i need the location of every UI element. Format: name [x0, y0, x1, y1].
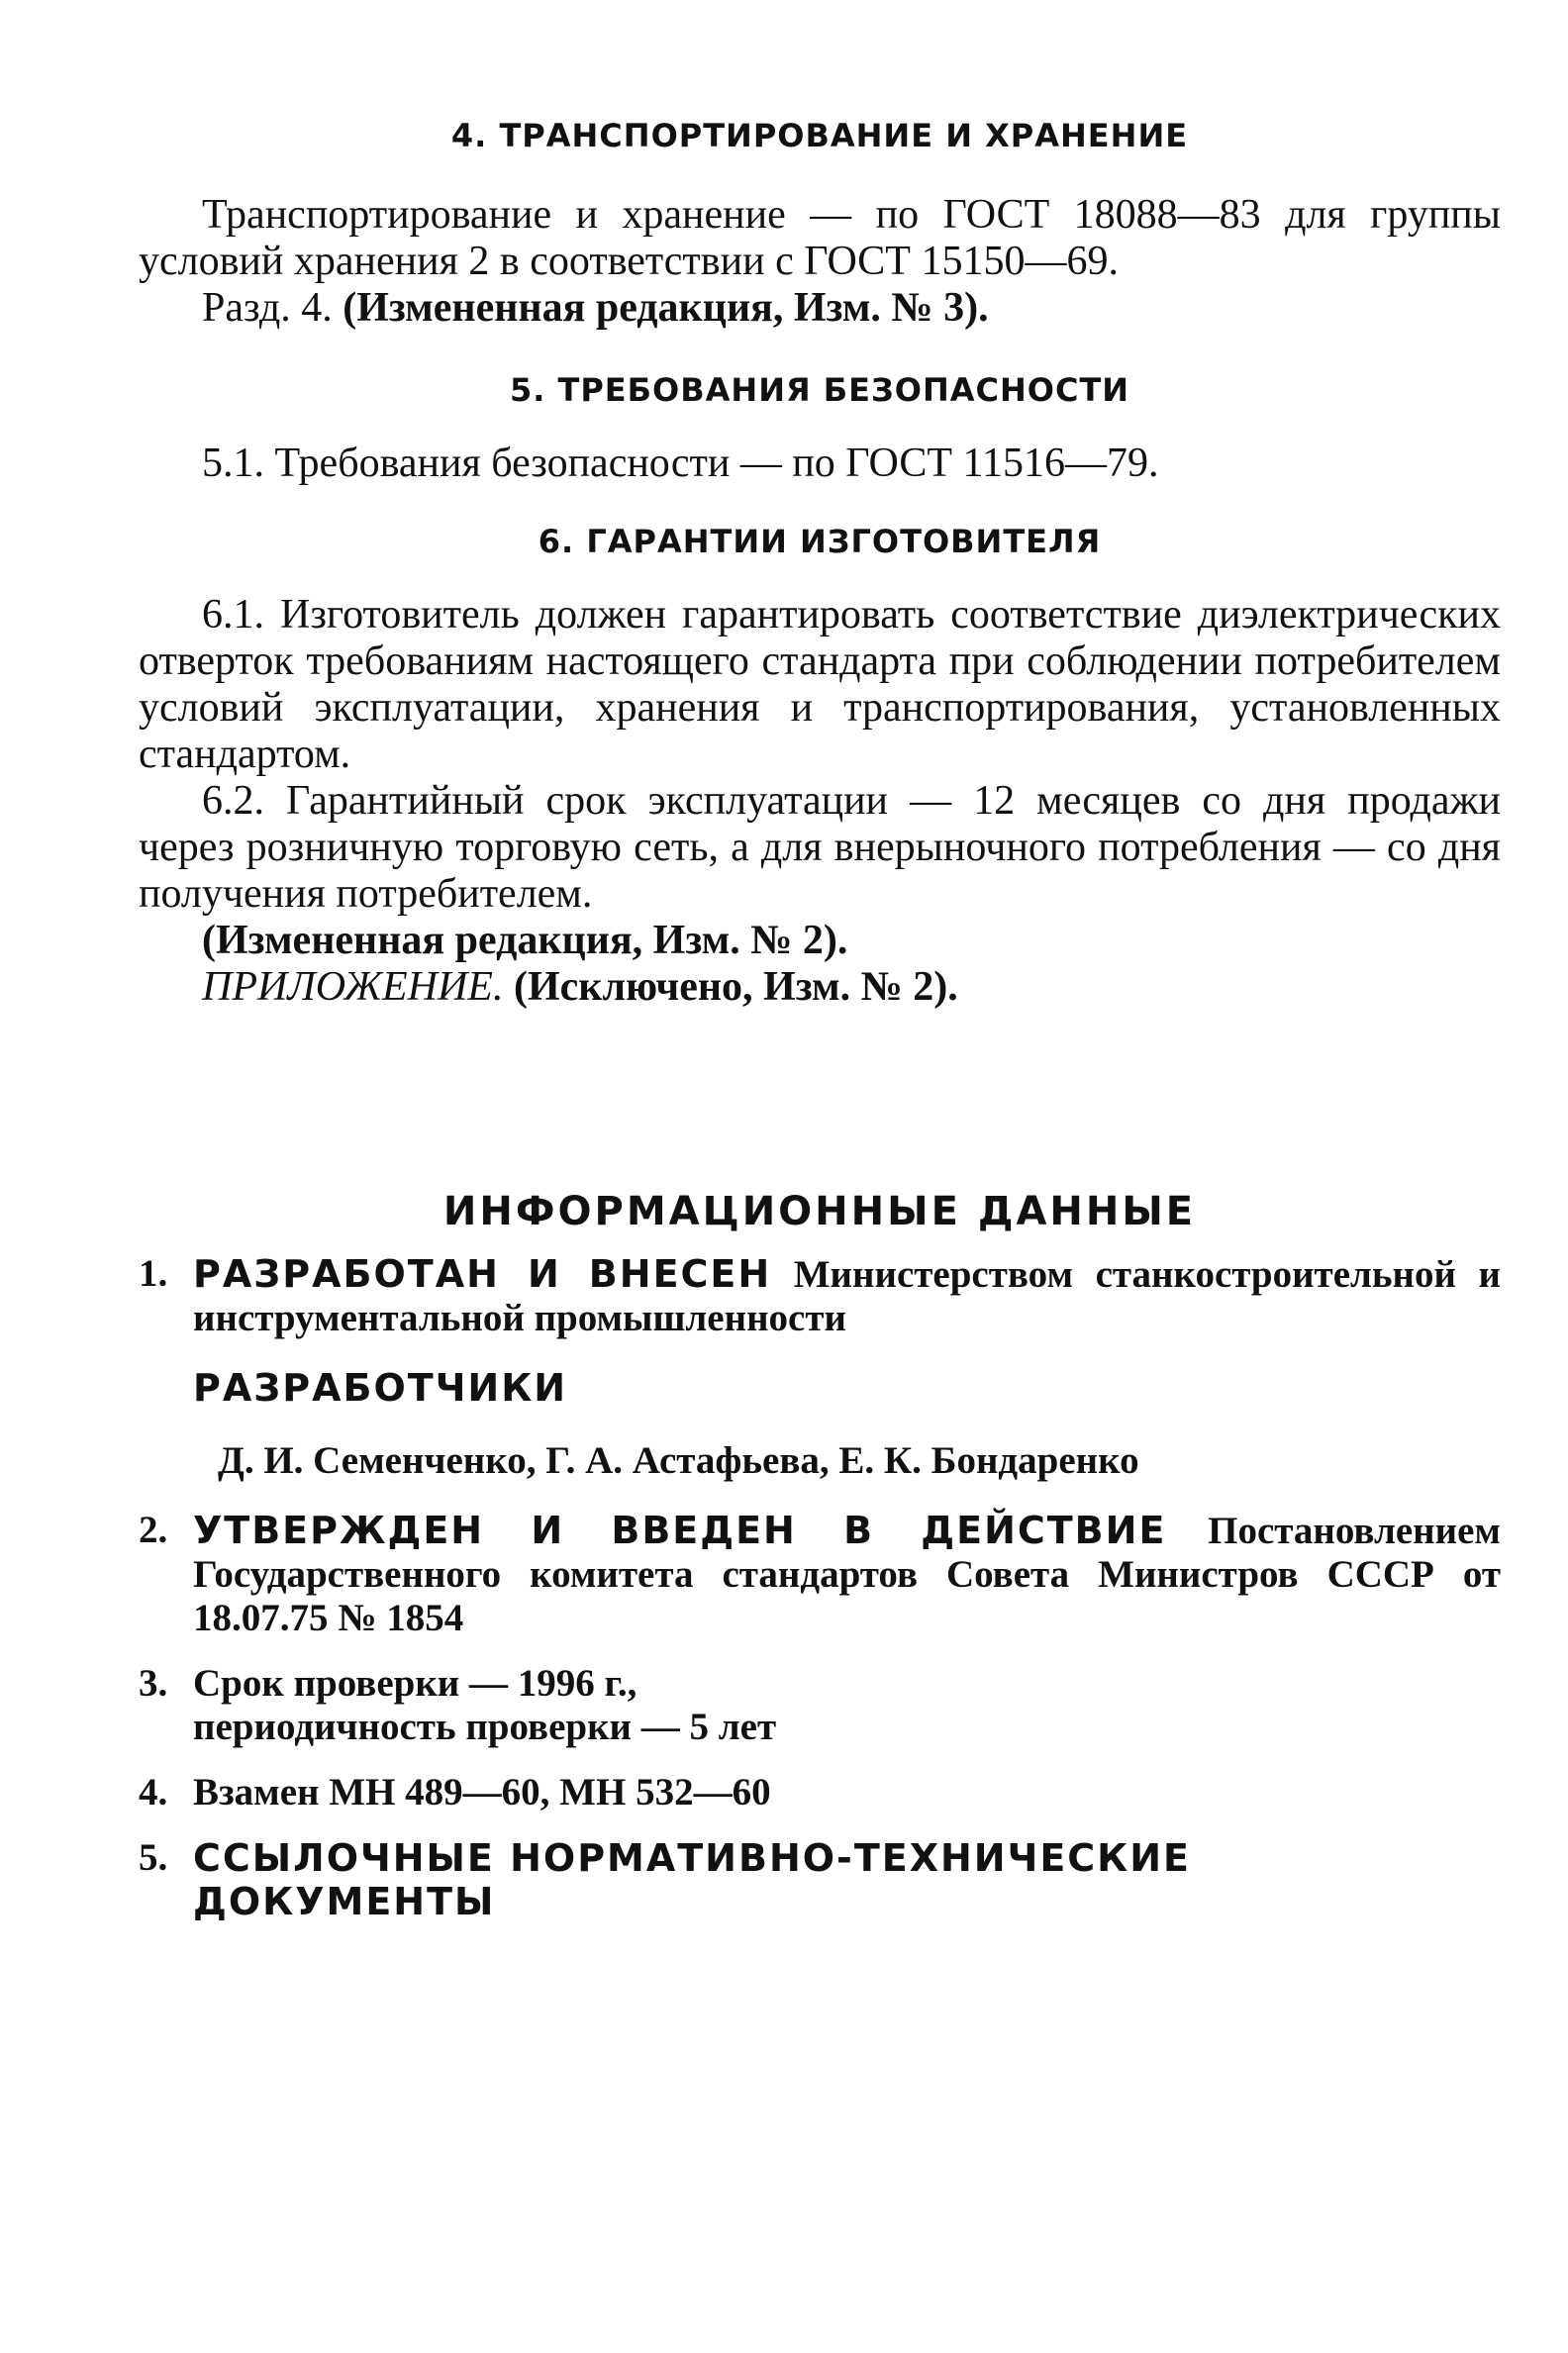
info-item-1	[139, 1252, 1501, 1483]
section-5-title: 5. ТРЕБОВАНИЯ БЕЗОПАСНОСТИ	[509, 371, 1130, 409]
appendix-excluded: (Исключено, Изм. № 2).	[513, 964, 958, 1010]
section-4-paragraph: Транспортирование и хранение — по ГОСТ 18088—83 для группы условий хранения 2 в соответствии с ГОСТ 15150—69.	[139, 192, 1501, 284]
section-4	[139, 117, 1501, 332]
section-6-change-note: (Измененная редакция, Изм. № 2).	[202, 918, 848, 963]
info-item-3	[139, 1662, 1501, 1749]
developers-title: РАЗРАБОТЧИКИ	[193, 1366, 568, 1410]
document-page	[139, 99, 1501, 1923]
info-item-2-text: Постановлением Государственного комитета стандартов Совета Министров СССР от 18.07.75 № 1854	[193, 1510, 1501, 1639]
section-4-title: 4. ТРАНСПОРТИРОВАНИЕ И ХРАНЕНИЕ	[450, 117, 1189, 154]
info-item-3-line-2: периодичность проверки — 5 лет	[193, 1706, 777, 1748]
section-4-note-prefix: Разд. 4.	[202, 285, 333, 331]
appendix-label: ПРИЛОЖЕНИЕ.	[202, 964, 504, 1010]
info-item-1-number: 1.	[139, 1252, 168, 1295]
developers-list: Д. И. Семенченко, Г. А. Астафьева, Е. К. Бондаренко	[218, 1439, 1139, 1482]
info-title: ИНФОРМАЦИОННЫЕ ДАННЫЕ	[442, 1189, 1197, 1234]
section-6-paragraph-1: 6.1. Изготовитель должен гарантировать соответствие диэлектрических отверток требованиям настоящего стандарта при соблюдении потребителем условий эксплуатации, хранения и транспортирования, установленных стандартом.	[139, 592, 1501, 777]
info-item-1-text: Министерством станкостроительной и инструментальной промышленности	[193, 1253, 1501, 1339]
info-item-3-number: 3.	[139, 1662, 168, 1705]
section-4-change-note	[139, 285, 1501, 332]
info-item-5-caps: ССЫЛОЧНЫЕ НОРМАТИВНО-ТЕХНИЧЕСКИЕ ДОКУМЕНТЫ	[193, 1836, 1191, 1923]
appendix-note	[139, 964, 1501, 1011]
info-item-4	[139, 1771, 1501, 1814]
info-item-3-line-1: Срок проверки — 1996 г.,	[193, 1662, 637, 1705]
section-5	[139, 371, 1501, 487]
section-6-paragraph-2: 6.2. Гарантийный срок эксплуатации — 12 месяцев со дня продажи через розничную торговую сеть, а для внерыночного потребления — со дня получения потребителем.	[139, 778, 1501, 917]
info-item-1-caps: РАЗРАБОТАН И ВНЕСЕН	[193, 1252, 772, 1296]
section-4-note-bold: (Измененная редакция, Изм. № 3).	[343, 285, 989, 331]
info-item-4-number: 4.	[139, 1771, 168, 1814]
info-item-2-caps: УТВЕРЖДЕН И ВВЕДЕН В ДЕЙСТВИЕ	[193, 1509, 1167, 1552]
section-6	[139, 523, 1501, 1011]
info-item-2-number: 2.	[139, 1509, 168, 1551]
info-item-5-number: 5.	[139, 1836, 168, 1879]
info-item-2	[139, 1509, 1501, 1640]
info-block	[139, 1189, 1501, 1923]
section-6-title: 6. ГАРАНТИИ ИЗГОТОВИТЕЛЯ	[538, 523, 1102, 560]
info-item-5	[139, 1836, 1501, 1923]
info-item-4-text: Взамен МН 489—60, МН 532—60	[193, 1771, 771, 1814]
section-5-paragraph: 5.1. Требования безопасности — по ГОСТ 11516—79.	[202, 441, 1159, 486]
